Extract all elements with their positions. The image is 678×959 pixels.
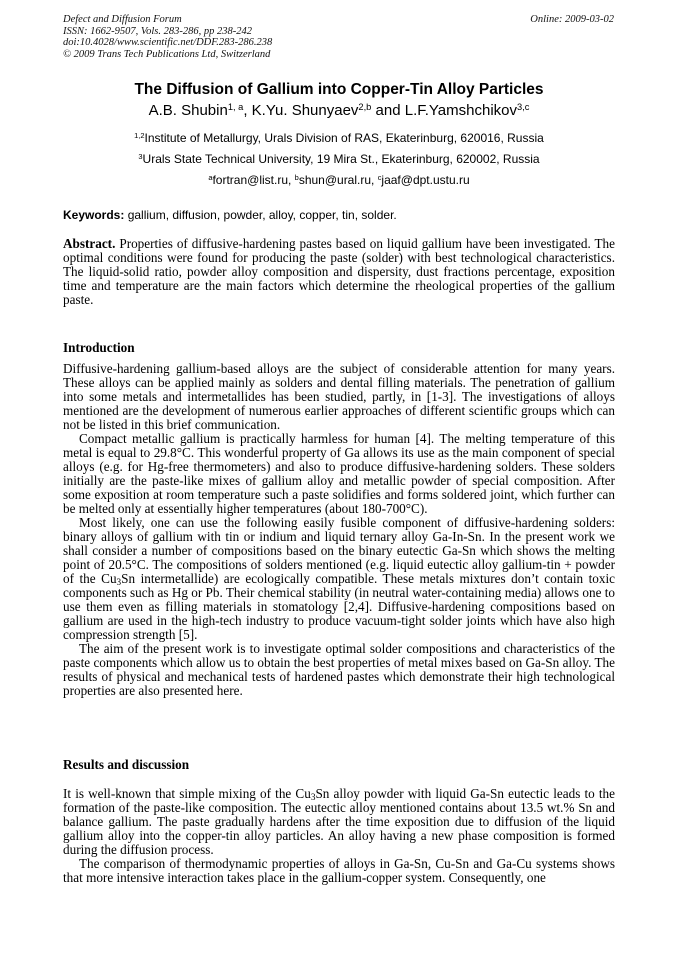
email-link[interactable]: fortran@list.ru, [212,173,295,187]
affiliation-mark: 1,2 [134,130,145,140]
paragraph-text: Sn alloy powder with liquid Ga-Sn eutectic leads to the formation of the paste-like composition. The eutectic alloy mentioned contains about 13.5 wt.% Sn and balance gallium. The paste gradually hardens after the time exposition due to diffusion of the liquid gallium alloy into the copper-tin alloy particles. An alloy having a new phase composition is formed during the diffusion process. [63,786,616,857]
author-separator: and [371,102,405,119]
online-date-text: Online: 2009-03-02 [530,14,614,25]
abstract-label: Abstract. [63,236,116,251]
author-name: A.B. Shubin [148,102,228,119]
paragraph: The comparison of thermodynamic properties of alloys in Ga-Sn, Cu-Sn and Ga-Cu systems shows that more intensive interaction takes place in the gallium-copper system. Consequently, one [63,856,615,885]
email-mark: a [208,172,213,182]
subscript: 3 [116,576,122,587]
author-affiliation-mark: 1, a [227,101,244,112]
section-heading-introduction: Introduction [63,340,135,355]
email-link[interactable]: shun@ural.ru, [298,173,378,187]
affiliation [0,152,678,167]
online-date [530,14,614,26]
author-affiliation-mark: 2,b [358,101,372,112]
abstract-paragraph [63,237,615,307]
keywords-label: Keywords: [63,208,125,222]
issn-line: ISSN: 1662-9507, Vols. 283-286, pp 238-242 [63,25,252,37]
paragraph: The aim of the present work is to investigate optimal solder compositions and characteristics of the paste components which allow us to obtain the best properties of metal mixes based on Ga-Sn alloy. The results of physical and mechanical tests of hardened pastes which demonstrate their high technological properties are also presented here. [63,641,615,698]
affiliation [0,131,678,146]
author-separator: , [243,102,252,119]
paragraph: Compact metallic gallium is practically harmless for human [4]. The melting temperature of this metal is equal to 29.8°C. This wonderful property of Ga allows its use as the main component of special alloys (e.g. for Hg-free thermometers) and also to produce diffusive-hardening solders. These solders initially are the paste-like mixes of gallium alloy and metallic powder of special composition. After some exposition at room temperature such a paste solidifies and forms soldered joint, which further can be melted only at essentially higher temperatures (about 180-700°C). [63,431,615,516]
abstract [63,237,615,307]
email-link[interactable]: jaaf@dpt.ustu.ru [381,173,470,187]
affiliation-text: Urals State Technical University, 19 Mira St., Ekaterinburg, 620002, Russia [142,152,540,166]
keywords-text: gallium, diffusion, powder, alloy, copper, tin, solder. [124,208,397,222]
email-mark: b [294,172,299,182]
keywords [63,208,615,223]
journal-name: Defect and Diffusion Forum [63,14,182,25]
author-list [0,101,678,121]
affiliation-text: Institute of Metallurgy, Urals Division of RAS, Ekaterinburg, 620016, Russia [144,131,544,145]
author-affiliation-mark: 3,c [517,101,530,112]
paragraph: Diffusive-hardening gallium-based alloys are the subject of considerable attention for many years. These alloys can be applied mainly as solders and dental filling materials. The penetration of gallium into some metals and intermetallides has been studied, partly, in [1-3]. The investigations of alloys mentioned are the development of numerous earlier approaches of different scientific groups which can not be listed in this brief communication. [63,361,615,432]
introduction-body [63,362,615,698]
paragraph-text: Most likely, one can use the following easily fusible component of diffusive-hardening solders: binary alloys of gallium with tin or indium and liquid ternary alloy Ga-In-Sn. In the present work we shall consider a number of compositions based on the binary eutectic Ga-Sn which shows the melting point of 20.5°C. The compositions of solders mentioned (e.g. liquid eutectic alloy gallium-tin + powder of the Cu [63,515,615,586]
results-body [63,787,615,885]
email-mark: c [377,172,382,182]
abstract-text: Properties of diffusive-hardening pastes based on liquid gallium have been investigated. The optimal conditions were found for producing the paste (solder) with best technological characteristics. The liquid-solid ratio, powder alloy composition and dispersity, dust fractions percentage, exposition time and temperature are the main factors which determine the rheological properties of the gallium paste. [63,236,615,307]
section-heading-results: Results and discussion [63,757,190,772]
journal-header [63,14,272,60]
affiliation-mark: 3 [138,151,143,161]
paragraph [63,516,615,642]
copyright-line: © 2009 Trans Tech Publications Ltd, Switzerland [63,48,271,60]
email-list [0,173,678,188]
author-name: K.Yu. Shunyaev [251,102,359,119]
paragraph [63,787,615,857]
doi-link[interactable]: doi:10.4028/www.scientific.net/DDF.283-286.238 [63,37,273,48]
paper-title: The Diffusion of Gallium into Copper-Tin Alloy Particles [134,81,544,98]
author-name: L.F.Yamshchikov [404,102,517,119]
subscript: 3 [310,791,316,802]
paragraph-text: Sn intermetallide) are ecologically compatible. These metals mixtures don’t contain toxic components such as Hg or Pb. Their chemical stability (in neutral water-containing media) allows one to use them even as filling materials in stomatology [2,4]. Diffusive-hardening compositions based on gallium are used in the high-tech industry to produce vacuum-tight solder joints which have also high compression strength [5]. [63,571,615,642]
paragraph-text: It is well-known that simple mixing of the Cu [63,786,311,801]
